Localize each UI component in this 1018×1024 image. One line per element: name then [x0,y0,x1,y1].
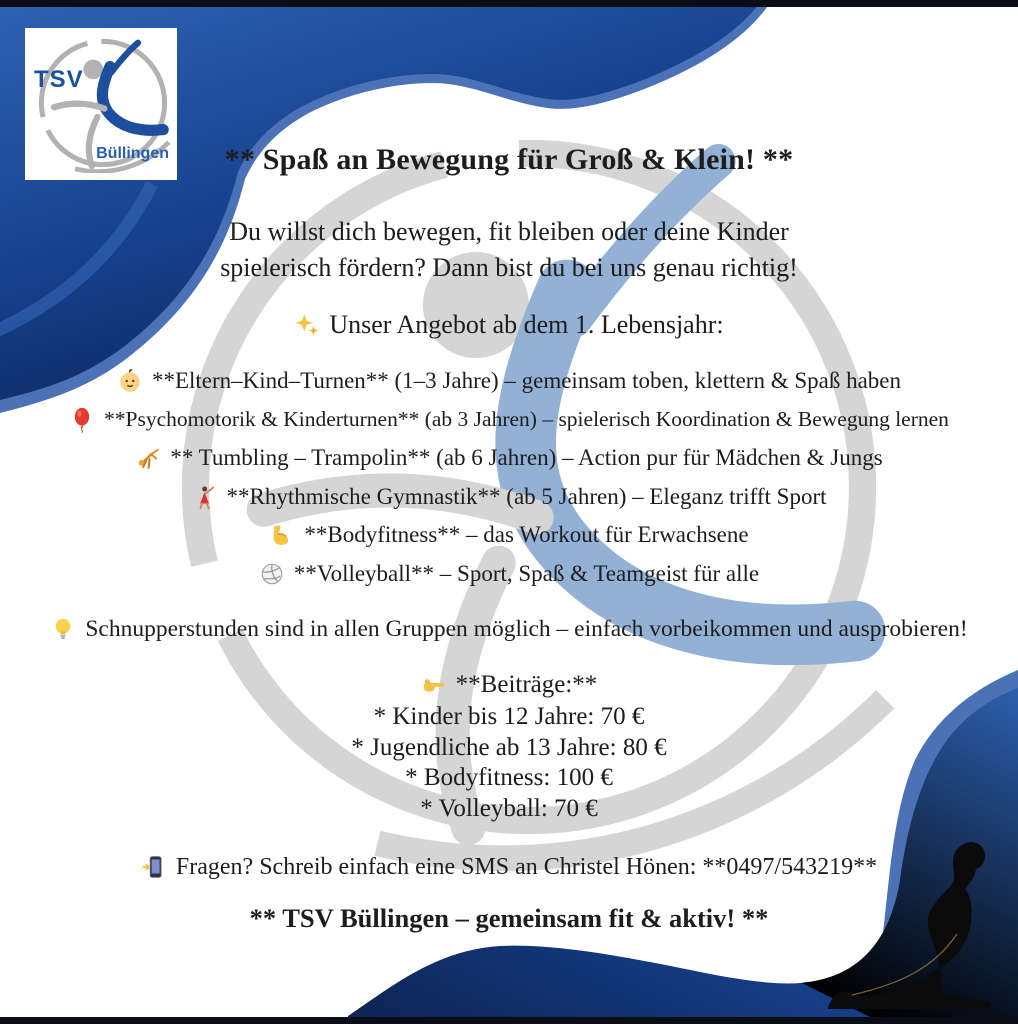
cartwheel-icon [135,445,161,471]
offer-item [0,478,1018,517]
fees-heading [0,666,1018,704]
intro-line-2: spielerisch fördern? Dann bist du bei uns genau richtig! [220,253,798,282]
bottom-black-strip [0,1017,1018,1024]
offer-text: **Volleyball** – Sport, Spaß & Teamgeist für alle [293,560,760,586]
contact-note-text: Fragen? Schreib einfach eine SMS an Christel Hönen: **0497/543219** [175,853,878,880]
offers-heading [0,305,1018,345]
fee-item: * Bodyfitness: 100 € [405,764,613,791]
baby-icon [117,368,143,394]
biceps-icon [269,522,295,548]
balloon-icon [69,407,95,433]
offer-text: ** Tumbling – Trampolin** (ab 6 Jahren) – Action pur für Mädchen & Jungs [170,445,883,471]
fee-item: * Jugendliche ab 13 Jahre: 80 € [351,733,667,761]
intro-line-1: Du willst dich bewegen, fit bleiben oder deine Kinder [229,217,789,246]
page-title: ** Spaß an Bewegung für Groß & Klein! ** [224,143,794,176]
intro-text [0,214,1018,286]
closing-line: ** TSV Büllingen – gemeinsam fit & aktiv! ** [249,903,769,933]
mobile-phone-icon [141,854,167,880]
offer-item [0,555,1018,594]
offer-text: **Rhythmische Gymnastik** (ab 5 Jahren) – Eleganz trifft Sport [226,483,827,509]
offers-heading-text: Unser Angebot ab dem 1. Lebensjahr: [329,310,724,339]
contact-note [0,848,1018,886]
sparkles-icon [294,312,320,338]
dancer-icon [191,484,217,510]
trial-note-text: Schnupperstunden sind in allen Gruppen möglich – einfach vorbeikommen und ausprobieren! [85,615,968,642]
logo-town: Büllingen [96,145,169,162]
offer-item [0,516,1018,555]
offer-item [0,401,1018,440]
offer-text: **Eltern–Kind–Turnen** (1–3 Jahre) – gemeinsam toben, klettern & Spaß haben [151,368,902,394]
offer-text: **Psychomotorik & Kinderturnen** (ab 3 Jahren) – spielerisch Koordination & Bewegung lernen [104,407,949,432]
lightbulb-icon [50,616,76,642]
offer-item [0,362,1018,401]
fees-list [0,702,1018,824]
volleyball-icon [259,561,285,587]
fees-heading-text: **Beiträge:** [455,671,598,698]
fee-item: * Volleyball: 70 € [420,794,598,822]
pointing-right-icon [421,672,447,698]
offer-text: **Bodyfitness** – das Workout für Erwachsene [304,522,749,548]
club-logo [25,28,177,180]
offers-list [0,362,1018,593]
trial-note [0,610,1018,648]
logo-abbr: TSV [34,66,84,93]
fee-item: * Kinder bis 12 Jahre: 70 € [373,703,645,730]
top-black-strip [0,0,1018,7]
offer-item [0,439,1018,478]
